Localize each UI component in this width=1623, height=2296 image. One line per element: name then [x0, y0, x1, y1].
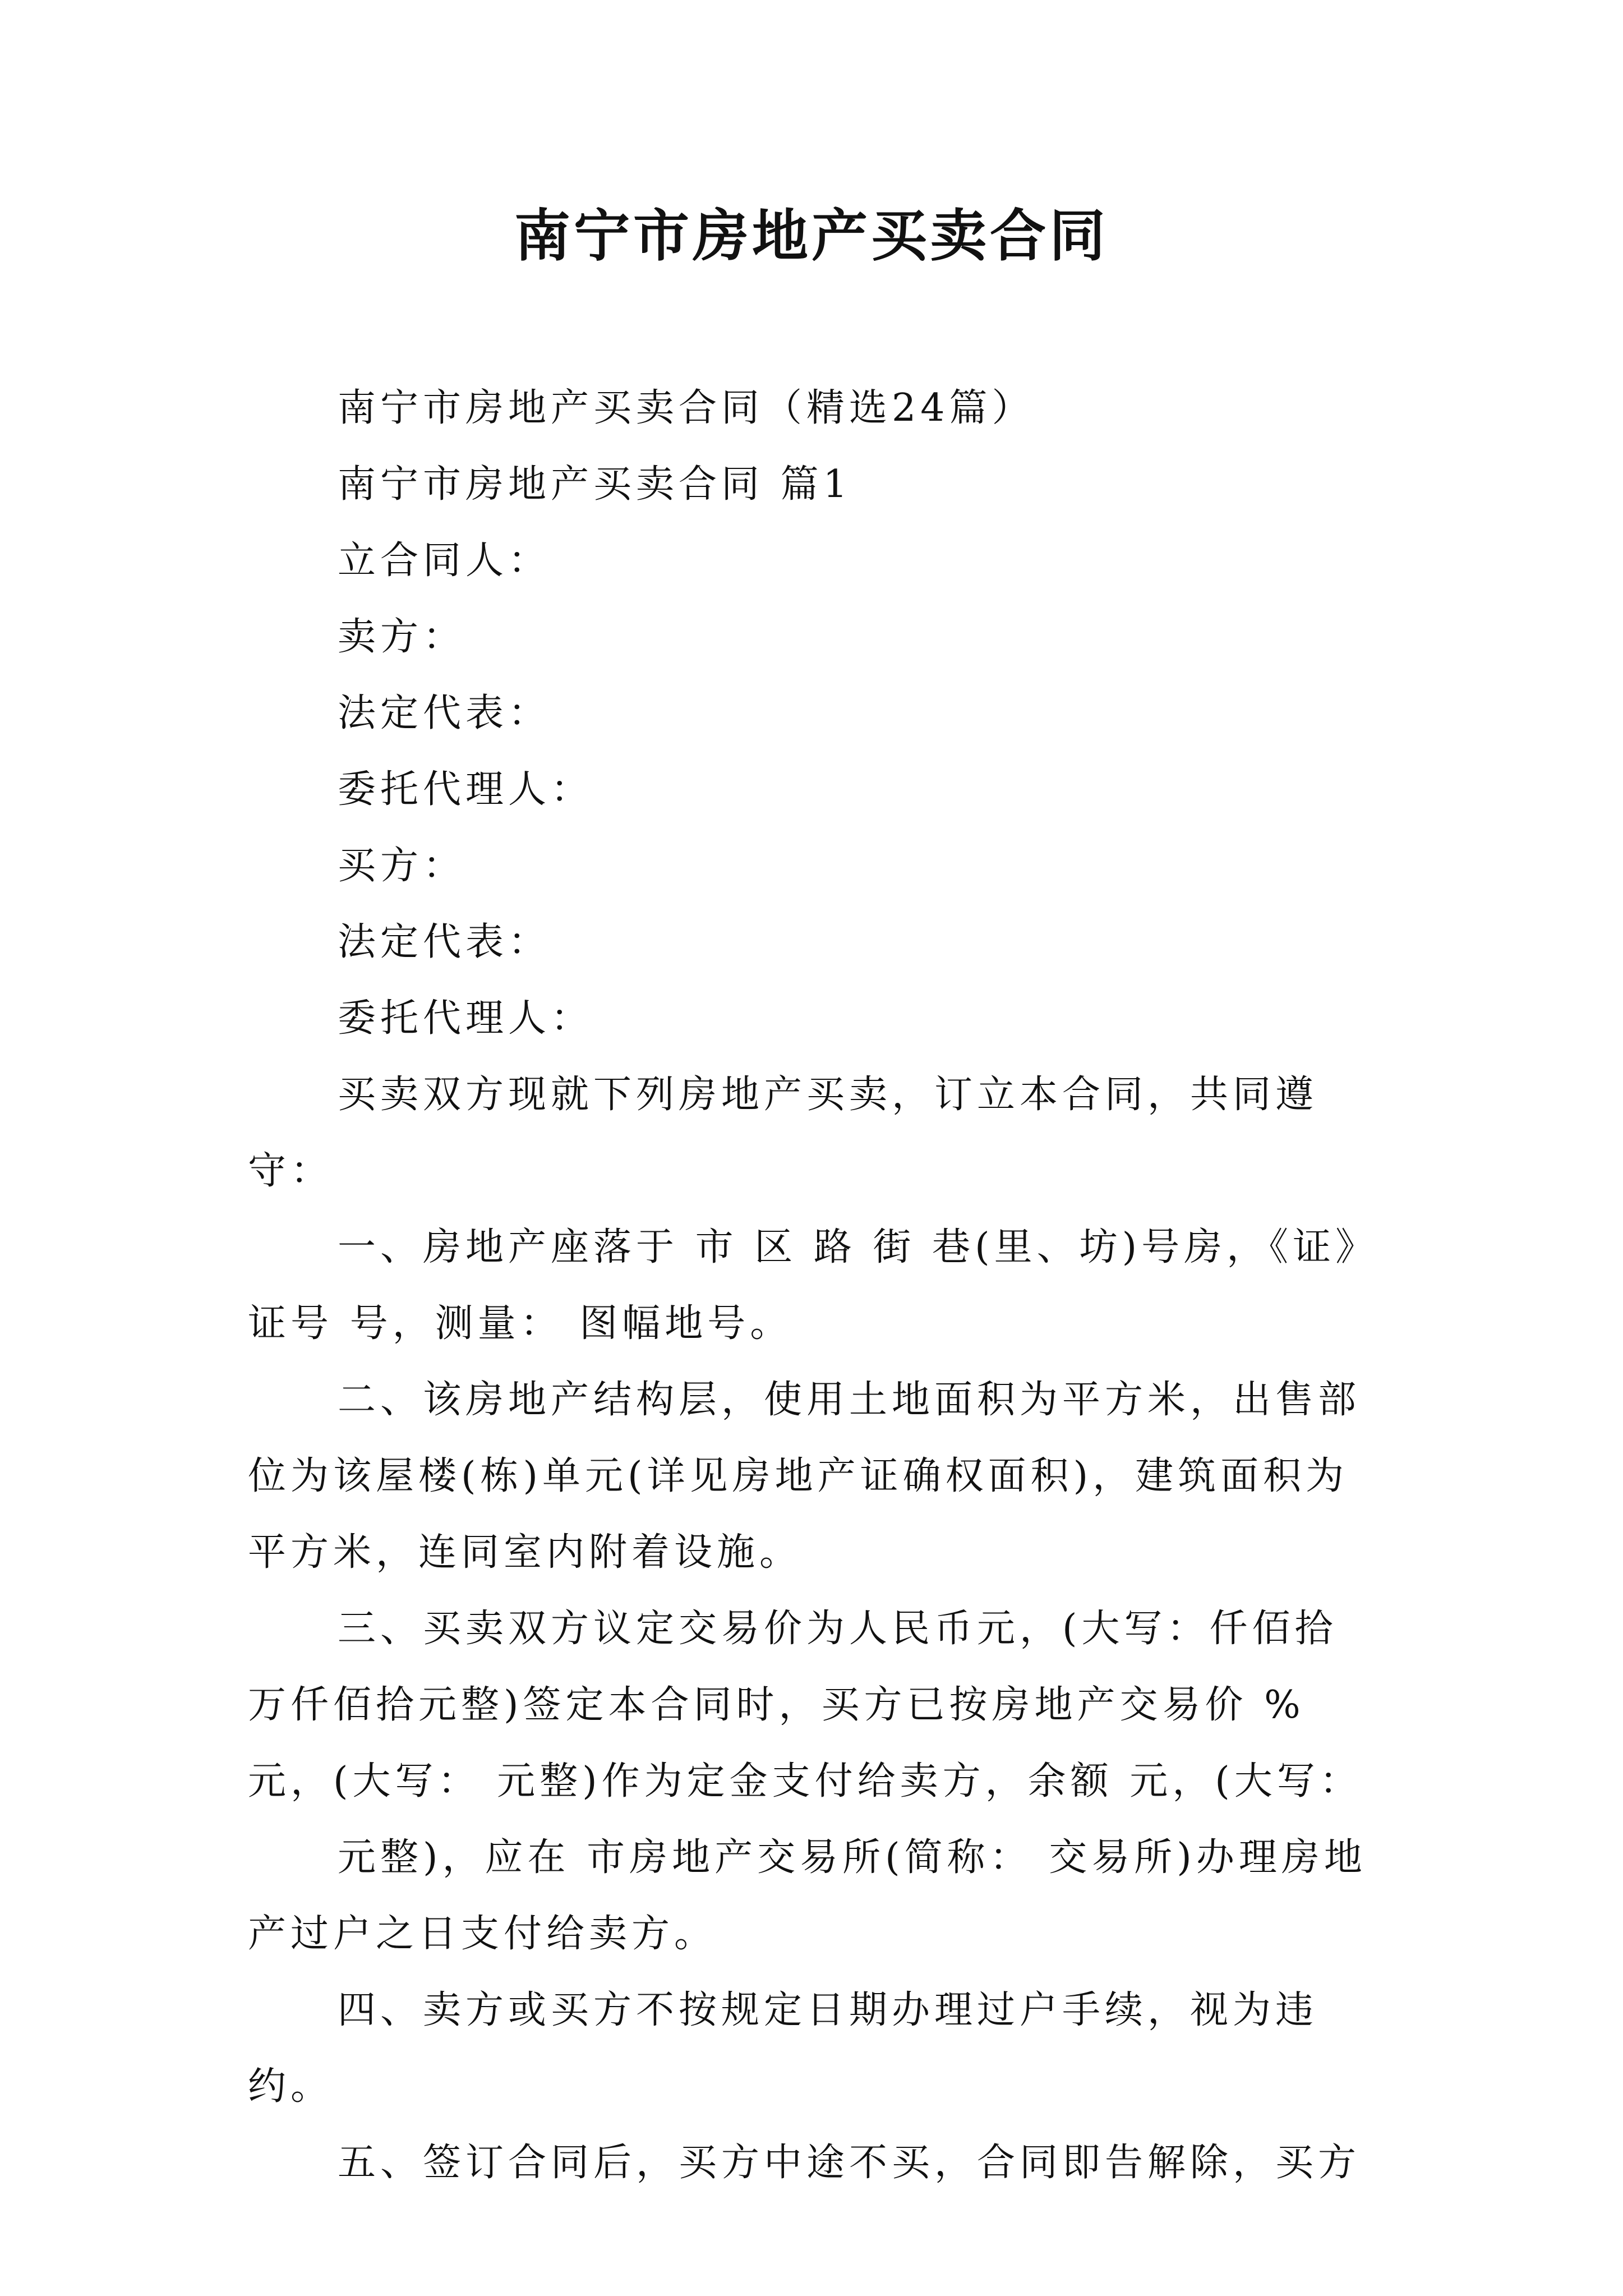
- document-body: [248, 370, 1375, 2201]
- paragraph-clause-3: 三、买卖双方议定交易价为人民币元，(大写：仟佰拾万仟佰拾元整)签定本合同时，买方已按房地产交易价 %元，(大写： 元整)作为定金支付给卖方，余额 元，(大写：: [248, 1607, 1362, 1803]
- paragraph-parties: 立合同人：: [338, 539, 551, 583]
- paragraph-seller: 卖方：: [338, 615, 466, 659]
- paragraph-section-heading: 南宁市房地产买卖合同 篇1: [338, 462, 852, 507]
- paragraph-seller-agent: 委托代理人：: [338, 767, 594, 812]
- paragraph-buyer-agent: 委托代理人：: [338, 996, 594, 1041]
- paragraph-buyer-legal-rep: 法定代表：: [338, 920, 551, 964]
- paragraph-clause-3-continued: 元整)，应在 市房地产交易所(简称： 交易所)办理房地产过户之日支付给卖方。: [248, 1835, 1367, 1956]
- paragraph-clause-1: 一、房地产座落于 市 区 路 街 巷(里、坊)号房，《证》证号 号，测量： 图幅地号。: [248, 1225, 1359, 1346]
- paragraph-clause-4: 四、卖方或买方不按规定日期办理过户手续，视为违约。: [248, 1988, 1318, 2109]
- paragraph-clause-5: 五、签订合同后，买方中途不买，合同即告解除，买方: [338, 2141, 1361, 2185]
- paragraph-buyer: 买方：: [338, 844, 466, 888]
- document-title: 南宁市房地产买卖合同: [514, 203, 1109, 269]
- paragraph-preamble: 买卖双方现就下列房地产买卖，订立本合同，共同遵守：: [248, 1073, 1318, 1193]
- paragraph-subtitle: 南宁市房地产买卖合同（精选24篇）: [338, 386, 1035, 430]
- paragraph-clause-2: 二、该房地产结构层，使用土地面积为平方米，出售部位为该屋楼(栋)单元(详见房地产证确权面积)，建筑面积为平方米，连同室内附着设施。: [248, 1378, 1361, 1575]
- paragraph-seller-legal-rep: 法定代表：: [338, 691, 551, 735]
